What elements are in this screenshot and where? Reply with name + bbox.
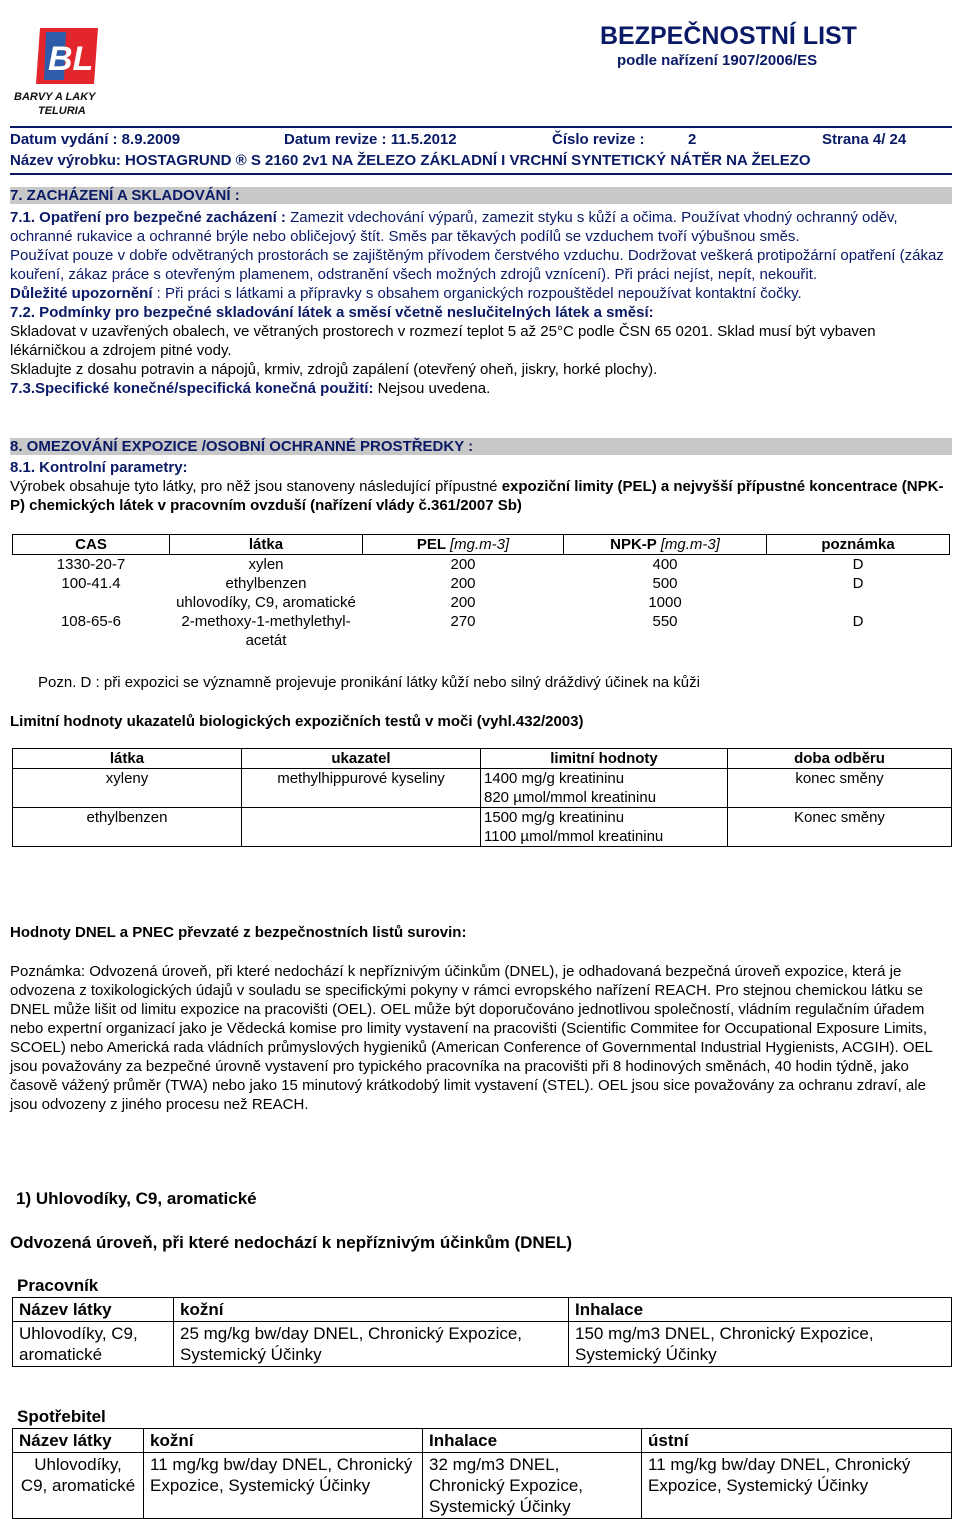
revision-number: 2: [688, 131, 697, 148]
logo-text: BL: [48, 40, 94, 78]
worker-dnel-table: [12, 1297, 952, 1367]
table1-note: Pozn. D : při expozici se významně projevuje pronikání látky kůží nebo silný dráždivý účinek na kůži: [38, 674, 700, 691]
col-oral: ústní: [642, 1429, 952, 1453]
col-dermal: kožní: [144, 1429, 423, 1453]
s71-label: 7.1. Opatření pro bezpečné zacházení :: [10, 209, 286, 226]
table-row: 100-41.4 ethylbenzen 200 500 D: [61, 575, 864, 592]
s71-text-2: Používat pouze v dobře odvětraných prostorách se zajištěným přívodem čerstvého vzduchu. Dodržovat veškerá protipožární opatření (zákaz kouření, zákaz práce s otevřeným plamenem, odstranění všech možných zdrojů vznícení). Při práci nejíst, nepít, nekouřit.: [10, 247, 944, 283]
table-row: 1330-20-7 xylen 200 400 D: [56, 556, 864, 573]
logo-caption-1: BARVY A LAKY: [14, 91, 96, 103]
table-row: 108-65-6 2-methoxy-1-methylethyl-acetát 270 550 D: [60, 613, 864, 649]
document-subtitle: podle nařízení 1907/2006/ES: [617, 52, 818, 69]
header-rule-top: [10, 126, 952, 128]
table-row: xyleny methylhippurové kyseliny 1400 mg/g kreatininu 820 µmol/mmol kreatininu konec směny: [13, 769, 952, 808]
table-row: Uhlovodíky, C9, aromatické 25 mg/kg bw/day DNEL, Chronický Expozice, Systemický Účinky 150 mg/m3 DNEL, Chronický Expozice, Systemický Účinky: [13, 1322, 952, 1367]
revision-label: Číslo revize :: [552, 131, 645, 148]
worker-title: Pracovník: [17, 1276, 99, 1295]
table-row: Uhlovodíky, C9, aromatické 11 mg/kg bw/day DNEL, Chronický Expozice, Systemický Účinky 32 mg/m3 DNEL, Chronický Expozice, Systemický Účinky 11 mg/kg bw/day DNEL, Chronický Expozice, Systemický Účinky: [13, 1453, 952, 1519]
logo-caption-2: TELURIA: [38, 105, 86, 117]
s72-label: 7.2. Podmínky pro bezpečné skladování látek a směsí včetně neslučitelných látek a směsí:: [10, 304, 654, 321]
section-8-heading: 8. OMEZOVÁNÍ EXPOZICE /OSOBNÍ OCHRANNÉ PROSTŘEDKY :: [10, 438, 952, 455]
col-name: Název látky: [13, 1429, 144, 1453]
col-pel-unit: [mg.m-3]: [449, 536, 510, 553]
section-8-intro: [10, 458, 952, 515]
col-doba: doba odběru: [728, 749, 952, 769]
revision-date: Datum revize : 11.5.2012: [284, 131, 457, 148]
s73-text: Nejsou uvedena.: [373, 380, 491, 397]
table-row: uhlovodíky, C9, aromatické 200 1000: [176, 594, 682, 611]
warning-label: Důležité upozornění: [10, 285, 153, 302]
s71-text: Zamezit vdechování výparů, zamezit styku s kůží a očima. Používat vhodný ochranný oděv, ochranné rukavice a ochranné brýle nebo obličejový štít. Směs par těkavých podílů se vzduchem tvoří výbušnou směs.: [10, 209, 898, 245]
s81-text-b: expoziční limity (PEL) a nejvyšší přípustné koncentrace (NPK-P) chemických látek v pracovním ovzduší (nařízení vlády č.361/2007 Sb): [10, 478, 944, 514]
col-cas: CAS: [13, 535, 170, 555]
substance-heading: 1) Uhlovodíky, C9, aromatické: [16, 1189, 257, 1208]
info-row-2: [10, 152, 950, 172]
product-name: Název výrobku: HOSTAGRUND ® S 2160 2v1 NA ŽELEZO ZÁKLADNÍ I VRCHNÍ SYNTETICKÝ NÁTĚR NA ŽELEZO: [10, 152, 811, 169]
col-npk: NPK-P [mg.m-3]: [564, 535, 767, 555]
issue-date: Datum vydání : 8.9.2009: [10, 131, 181, 148]
header-rule-bottom: [10, 173, 952, 175]
dnel-heading: Hodnoty DNEL a PNEC převzaté z bezpečnostních listů surovin:: [10, 924, 467, 941]
document-title: BEZPEČNOSTNÍ LIST: [600, 22, 857, 50]
consumer-dnel-table: [12, 1428, 952, 1519]
dnel-note: Poznámka: Odvozená úroveň, při které nedochází k nepříznivým účinkům (DNEL), je odhadovaná bezpečná úroveň expozice, která je odvozena z toxikologických údajů v souladu se specifickými pokyny v rámci evropského nařízení REACH. Pro stejnou chemickou látku se DNEL může lišit od limitu expozice na pracovišti (OEL). OEL může být doporučováno jednotlivou společností, vládním regulačním úřadem nebo expertní organizací jako je Vědecká komise pro limity vystavení na pracovišti (Scientific Commitee for Occupational Exposure Limits, SCOEL) nebo Americká rada vládních průmyslových hygieniků (American Conference of Governmental Industrial Hygienists, ACGIH). OEL jsou považovány za bezpečné úrovně vystavení pro typického pracovníka na pracovišti při 8 hodinových směnách, 40 hodin týdně, jako časově vážený průměr (TWA) nebo jako 15 minutový krátkodobý limit vystavení (STEL). OEL jsou sice považovány za ochranu zdraví, ale jsou odvozeny z jiného procesu než REACH.: [10, 963, 933, 1113]
dnel-title: Odvozená úroveň, při které nedochází k nepříznivým účinkům (DNEL): [10, 1233, 573, 1252]
s72-text: Skladovat v uzavřených obalech, ve větraných prostorech v rozmezí teplot 5 až 25°C podle ČSN 65 0201. Sklad musí být vybaven lékárničkou a zdrojem pitné vody.: [10, 323, 876, 359]
col-poznamka: poznámka: [767, 535, 950, 555]
col-latka: látka: [170, 535, 363, 555]
col-name: Název látky: [13, 1298, 174, 1322]
col-dermal: kožní: [174, 1298, 569, 1322]
s71-paragraph: [10, 208, 952, 246]
col-ukazatel: ukazatel: [242, 749, 481, 769]
col-inhalation: Inhalace: [423, 1429, 642, 1453]
col-inhalation: Inhalace: [569, 1298, 952, 1322]
warning-text: : Při práci s látkami a přípravky s obsahem organických rozpouštědel nepoužívat kontaktní čočky.: [152, 285, 802, 302]
s81-label: 8.1. Kontrolní parametry:: [10, 459, 188, 476]
table-row: ethylbenzen 1500 mg/g kreatininu 1100 µmol/mmol kreatininu Konec směny: [13, 808, 952, 847]
col-latka: látka: [13, 749, 242, 769]
section-7-heading: 7. ZACHÁZENÍ A SKLADOVÁNÍ :: [10, 187, 952, 204]
col-npk-unit: [mg.m-3]: [660, 536, 720, 553]
consumer-title: Spotřebitel: [17, 1407, 106, 1426]
bio-heading: Limitní hodnoty ukazatelů biologických expozičních testů v moči (vyhl.432/2003): [10, 713, 584, 730]
table-header-row: [13, 535, 950, 555]
s81-text-a: Výrobek obsahuje tyto látky, pro něž jsou stanoveny následující přípustné: [10, 478, 502, 495]
s72-text-2: Skladujte z dosahu potravin a nápojů, krmiv, zdrojů zapálení (otevřený oheň, jiskry, horké plochy).: [10, 361, 658, 378]
table-header-row: [13, 749, 952, 769]
s73-label: 7.3.Specifické konečné/specifická konečná použití:: [10, 380, 374, 397]
col-pel: PEL [mg.m-3]: [363, 535, 564, 555]
col-limit: limitní hodnoty: [481, 749, 728, 769]
exposure-limits-table: [12, 534, 950, 650]
page-number: Strana 4/ 24: [822, 131, 907, 148]
info-row-1: [10, 131, 950, 151]
section-7-body: [10, 208, 952, 398]
bio-limits-table: [12, 748, 952, 847]
company-logo: [10, 22, 120, 117]
